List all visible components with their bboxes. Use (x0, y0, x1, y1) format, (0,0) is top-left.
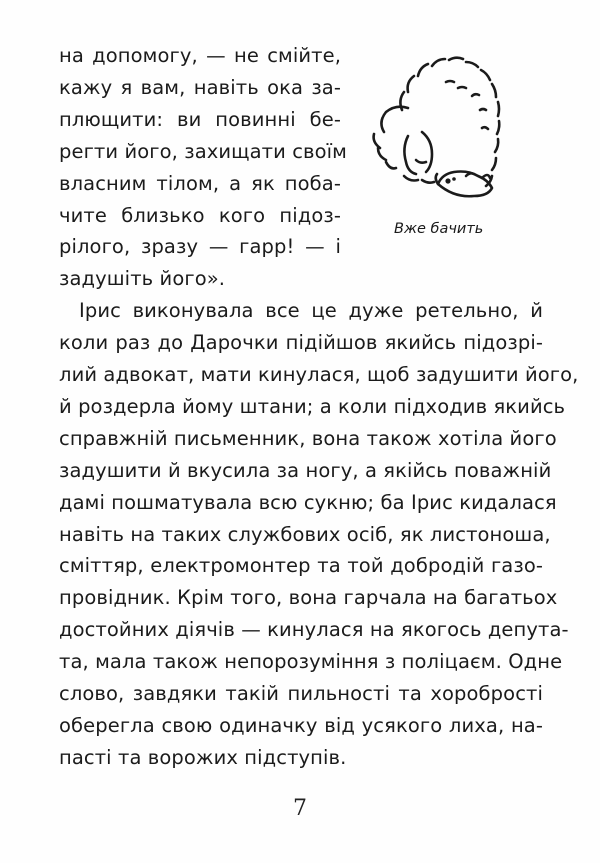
paragraph-first-line: Ірис виконувала все це дуже ретельно, й (79, 299, 543, 323)
text-line: задушіть його». (59, 267, 226, 291)
text-line: регти його, захищати своїм (59, 139, 347, 163)
text-line: слово, завдяки такій пильності та хоробрості (59, 682, 543, 705)
text-line: та, мала також непорозуміння з поліцаєм. Одне (59, 650, 563, 674)
text-line: лий адвокат, мати кинулася, щоб задушити його, (59, 363, 579, 386)
text-line: на допомогу, — не смійте, (59, 44, 341, 67)
text-line: коли раз до Дарочки підійшов якийсь підозрі- (59, 331, 543, 355)
text-line: плющити: ви повинні бе- (59, 107, 341, 131)
text-line: задушити й вкусила за ногу, а якійсь поважній (59, 458, 552, 482)
illustration-caption: Вже бачить (394, 221, 484, 237)
text-line: й роздерла йому штани; а коли підходив якийсь (59, 394, 566, 418)
text-line: чите близько кого підоз- (59, 203, 341, 227)
text-line: дамі пошматувала всю сукню; ба Ірис кидалася (59, 490, 557, 514)
text-line: рілого, зразу — гарр! — і (59, 235, 341, 259)
text-line: кажу я вам, навіть ока за- (59, 75, 341, 99)
puppy-under-dog-icon (362, 40, 526, 210)
text-line: справжній письменник, вона також хотіла його (59, 426, 557, 450)
page-number: 7 (293, 796, 307, 821)
text-line: навіть на таких службових осіб, як листоноша, (59, 522, 551, 546)
text-line: провідник. Крім того, вона гарчала на багатьох (59, 586, 558, 610)
text-line: сміттяр, електромонтер та той добродій газо- (59, 554, 543, 578)
text-line: оберегла свою одиначку від усякого лиха, на- (59, 713, 543, 737)
text-line: власним тілом, а як поба- (59, 171, 341, 195)
text-line: пасті та ворожих підступів. (59, 745, 347, 769)
text-line: достойних діячів — кинулася на якогось депута- (59, 618, 569, 642)
